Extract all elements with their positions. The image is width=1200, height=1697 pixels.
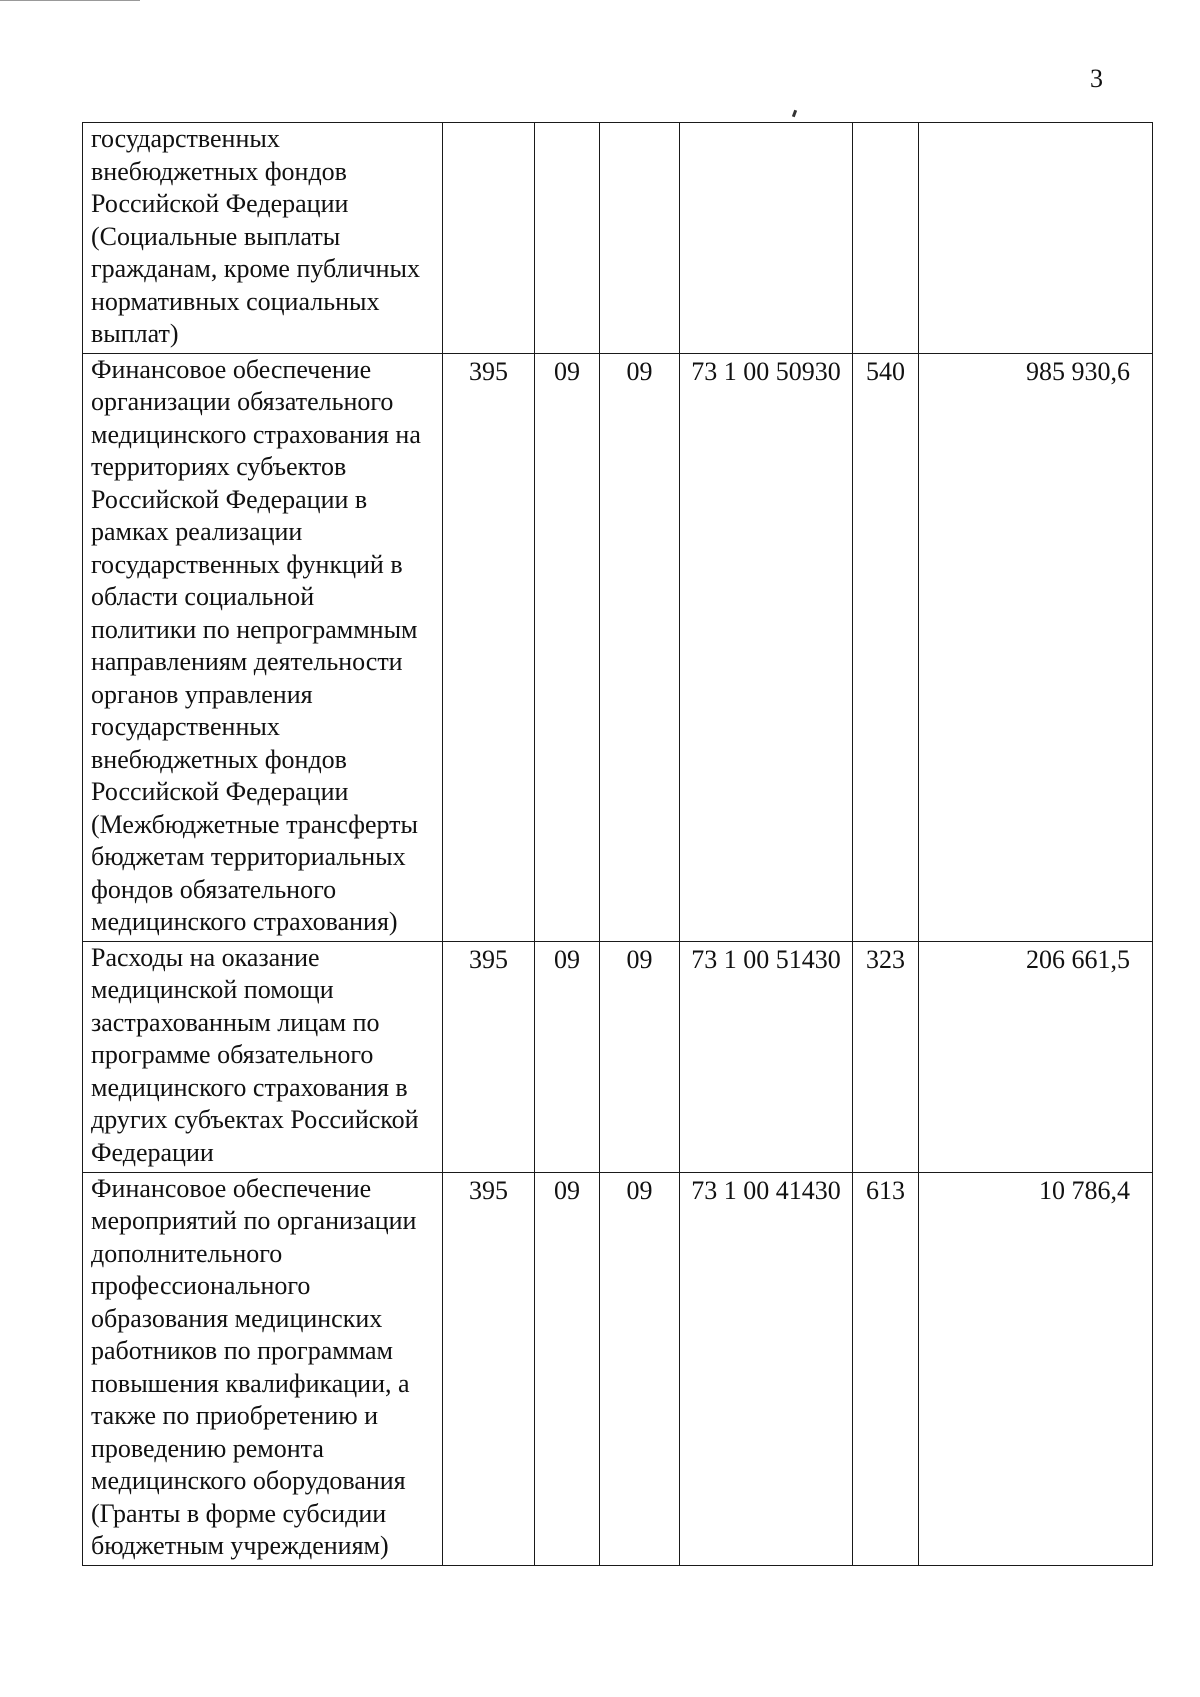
row-description: Расходы на оказание медицинской помощи застрахованным лицам по программе обязательного медицинского страхования в других субъектах Российской Федерации xyxy=(83,941,443,1172)
row-description: государственных внебюджетных фондов Российской Федерации (Социальные выплаты гражданам, кроме публичных нормативных социальных выплат) xyxy=(83,123,443,354)
ministry-code xyxy=(443,123,535,354)
page-number: 3 xyxy=(1090,64,1103,93)
subsection-code: 09 xyxy=(600,353,680,941)
amount-value: 206 661,5 xyxy=(919,941,1153,1172)
expense-type-code: 323 xyxy=(853,941,919,1172)
section-code: 09 xyxy=(535,941,600,1172)
scan-mark xyxy=(792,110,797,118)
ministry-code: 395 xyxy=(443,353,535,941)
target-article-code: 73 1 00 41430 xyxy=(680,1172,853,1565)
section-code: 09 xyxy=(535,353,600,941)
budget-table xyxy=(82,122,1153,1566)
row-description: Финансовое обеспечение организации обязательного медицинского страхования на территориях субъектов Российской Федерации в рамках реализации государственных функций в области социальной политики по непрограммным направлениям деятельности органов управления государственных внебюджетных фондов Российской Федерации (Межбюджетные трансферты бюджетам территориальных фондов обязательного медицинского страхования) xyxy=(83,353,443,941)
table-row xyxy=(83,1172,1153,1565)
subsection-code: 09 xyxy=(600,941,680,1172)
section-code: 09 xyxy=(535,1172,600,1565)
expense-type-code: 613 xyxy=(853,1172,919,1565)
table-row xyxy=(83,123,1153,354)
subsection-code xyxy=(600,123,680,354)
ministry-code: 395 xyxy=(443,941,535,1172)
amount-value xyxy=(919,123,1153,354)
row-description: Финансовое обеспечение мероприятий по организации дополнительного профессионального образования медицинских работников по программам повышения квалификации, а также по приобретению и проведению ремонта медицинского оборудования (Гранты в форме субсидии бюджетным учреждениям) xyxy=(83,1172,443,1565)
expense-type-code xyxy=(853,123,919,354)
target-article-code: 73 1 00 51430 xyxy=(680,941,853,1172)
section-code xyxy=(535,123,600,354)
table-row xyxy=(83,353,1153,941)
subsection-code: 09 xyxy=(600,1172,680,1565)
table-row xyxy=(83,941,1153,1172)
target-article-code xyxy=(680,123,853,354)
scan-edge-line xyxy=(0,0,140,1)
amount-value: 985 930,6 xyxy=(919,353,1153,941)
expense-type-code: 540 xyxy=(853,353,919,941)
target-article-code: 73 1 00 50930 xyxy=(680,353,853,941)
ministry-code: 395 xyxy=(443,1172,535,1565)
amount-value: 10 786,4 xyxy=(919,1172,1153,1565)
